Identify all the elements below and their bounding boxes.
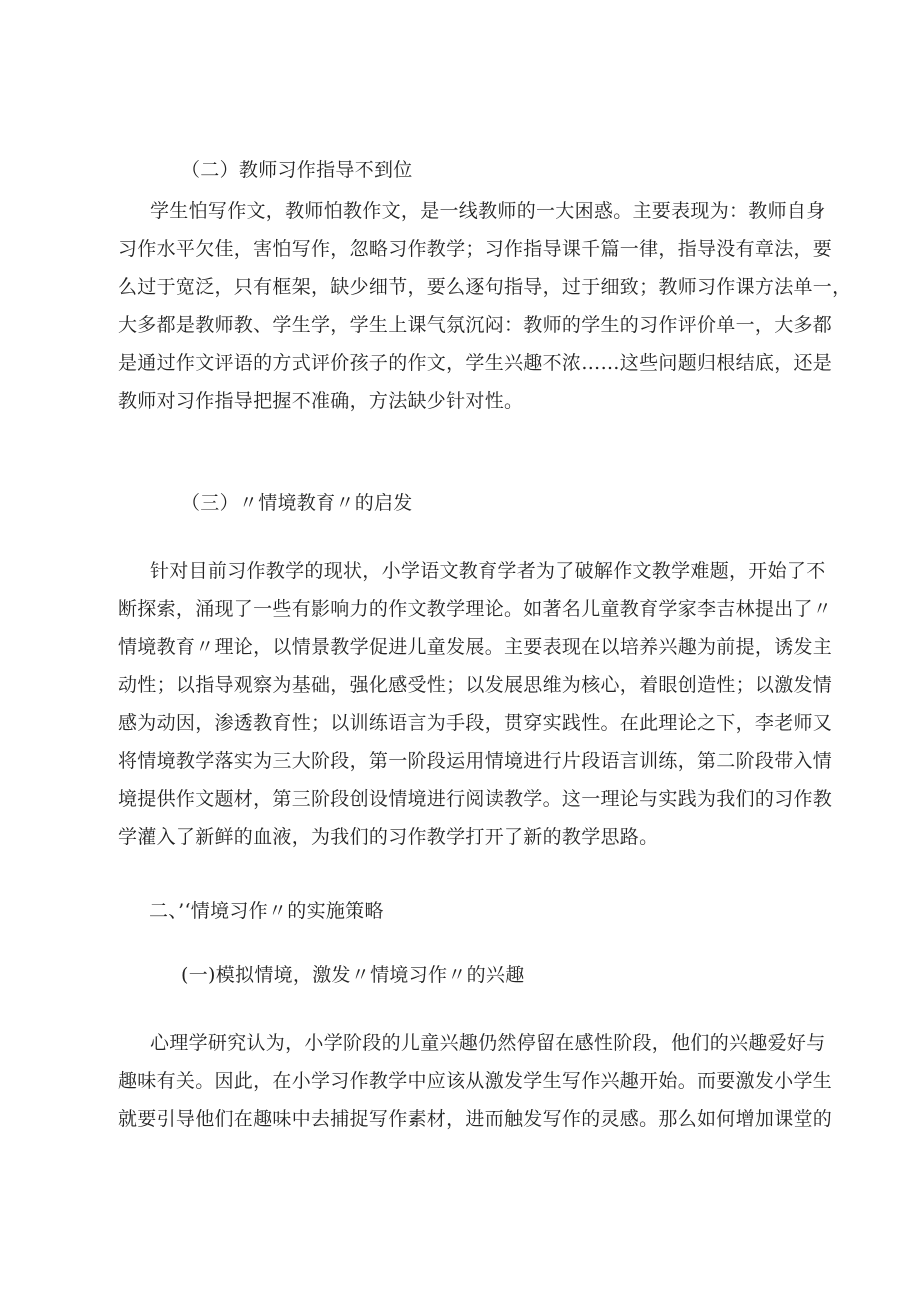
paragraph-line: 心理学研究认为，小学阶段的儿童兴趣仍然停留在感性阶段，他们的兴趣爱好与 — [150, 1032, 826, 1054]
paragraph-line: 就要引导他们在趣味中去捕捉写作素材，进而触发写作的灵感。那么如何增加课堂的 — [118, 1108, 833, 1130]
paragraph-line: 动性；以指导观察为基础，强化感受性；以发展思维为核心，着眼创造性；以激发情 — [118, 674, 833, 696]
section-heading-3: （三）〃情境教育〃的启发 — [181, 492, 413, 514]
paragraph-line: 境提供作文题材，第三阶段创设情境进行阅读教学。这一理论与实践为我们的习作教 — [118, 788, 833, 810]
paragraph-line: 习作水平欠佳，害怕写作，忽略习作教学；习作指导课千篇一律，指导没有章法，要 — [118, 238, 833, 260]
section-heading-2: （二）教师习作指导不到位 — [181, 159, 413, 181]
paragraph-line: 么过于宽泛，只有框架，缺少细节，要么逐句指导，过于细致；教师习作课方法单一， — [118, 276, 852, 298]
paragraph-line: 是通过作文评语的方式评价孩子的作文，学生兴趣不浓……这些问题归根结底，还是 — [118, 352, 833, 374]
paragraph-line: 学灌入了新鲜的血液，为我们的习作教学打开了新的教学思路。 — [118, 826, 659, 848]
paragraph-line: 教师对习作指导把握不准确，方法缺少针对性。 — [118, 390, 524, 412]
subsection-heading-1: (一)模拟情境，激发〃情境习作〃的兴趣 — [181, 964, 525, 986]
paragraph-line: 大多都是教师教、学生学，学生上课气氛沉闷：教师的学生的习作评价单一，大多都 — [118, 314, 833, 336]
paragraph-line: 将情境教学落实为三大阶段，第一阶段运用情境进行片段语言训练，第二阶段带入情 — [118, 750, 833, 772]
paragraph-line: 情境教育〃理论，以情景教学促进儿童发展。主要表现在以培养兴趣为前提，诱发主 — [118, 636, 833, 658]
paragraph-line: 趣味有关。因此，在小学习作教学中应该从激发学生写作兴趣开始。而要激发小学生 — [118, 1070, 833, 1092]
paragraph-line: 针对目前习作教学的现状，小学语文教育学者为了破解作文教学难题，开始了不 — [150, 560, 826, 582]
major-heading: 二、’‘情境习作〃的实施策略 — [149, 900, 384, 922]
paragraph-line: 断探索，涌现了一些有影响力的作文教学理论。如著名儿童教育学家李吉林提出了〃 — [118, 598, 833, 620]
paragraph-line: 学生怕写作文，教师怕教作文，是一线教师的一大困惑。主要表现为：教师自身 — [150, 200, 826, 222]
paragraph-line: 感为动因，渗透教育性；以训练语言为手段，贯穿实践性。在此理论之下，李老师又 — [118, 712, 833, 734]
